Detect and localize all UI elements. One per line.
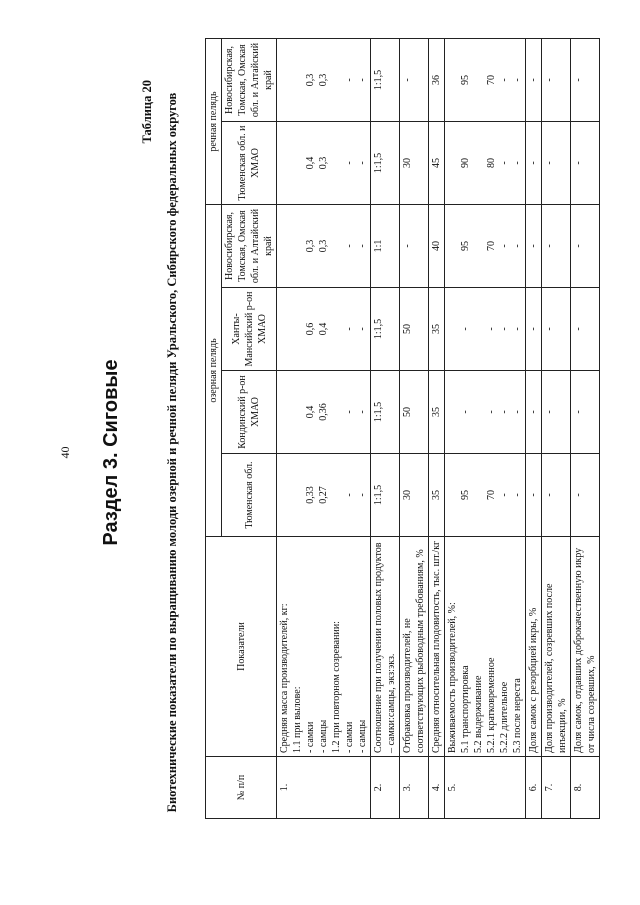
value xyxy=(330,291,343,367)
value: 35 xyxy=(431,490,442,500)
value-cell xyxy=(445,122,526,205)
value-cell xyxy=(445,371,526,454)
indicator-cell xyxy=(277,537,371,757)
value xyxy=(291,374,304,450)
value: - xyxy=(512,327,523,331)
indicator-line: Отбраковка производителей, не соответствующих рыбоводным требованиям, % xyxy=(402,549,426,753)
value: - xyxy=(357,161,368,165)
value: - xyxy=(344,161,355,165)
value: 50 xyxy=(402,407,413,417)
indicator-line: - самцы xyxy=(357,719,368,753)
value-cell xyxy=(400,205,429,288)
value xyxy=(278,125,291,201)
value: - xyxy=(499,493,510,497)
value: - xyxy=(544,161,555,165)
header-region: Тюменская обл. и ХМАО xyxy=(222,122,277,205)
value-cell xyxy=(571,454,600,537)
value: - xyxy=(357,244,368,248)
value xyxy=(446,125,459,201)
value-cell xyxy=(277,205,371,288)
value-cell xyxy=(542,38,571,121)
indicator-line: Доля самок, отдавших доброкачественную икру от числа созревших, % xyxy=(573,547,597,753)
row-number: 7. xyxy=(542,757,571,819)
table-row xyxy=(371,38,400,818)
value-cell xyxy=(371,454,400,537)
indicator-cell xyxy=(445,537,526,757)
header-region: Новосибирская, Томская, Омская обл. и Алтайский край xyxy=(222,38,277,121)
indicator-line: 5.2.1 кратковременное xyxy=(486,657,497,753)
value-cell xyxy=(526,371,542,454)
value xyxy=(446,208,459,284)
value: - xyxy=(528,410,539,414)
value xyxy=(291,42,304,118)
indicator-line: 5.3 после нереста xyxy=(512,678,523,753)
value: 95 xyxy=(460,241,471,251)
value-cell xyxy=(277,371,371,454)
value-cell xyxy=(445,38,526,121)
value: - xyxy=(344,78,355,82)
value: - xyxy=(486,327,497,331)
value xyxy=(278,374,291,450)
value: 0,4 xyxy=(318,322,329,336)
table-row xyxy=(400,38,429,818)
indicator-line: - самцы xyxy=(318,719,329,753)
value: 45 xyxy=(431,158,442,168)
value: 1:1,5 xyxy=(373,318,384,340)
value: 30 xyxy=(402,158,413,168)
value-cell xyxy=(371,371,400,454)
value-cell xyxy=(400,288,429,371)
value: 95 xyxy=(460,490,471,500)
indicator-line: 5.1 транспортировка xyxy=(460,665,471,753)
value-cell xyxy=(542,205,571,288)
value xyxy=(446,291,459,367)
value: 0,3 xyxy=(318,239,329,253)
value: - xyxy=(544,410,555,414)
value xyxy=(472,457,485,533)
value-cell xyxy=(400,38,429,121)
value: - xyxy=(528,161,539,165)
indicator-line: 5.2.2 длительное xyxy=(499,681,510,753)
value-cell xyxy=(571,288,600,371)
row-number: 6. xyxy=(526,757,542,819)
row-number: 3. xyxy=(400,757,429,819)
value-cell xyxy=(429,122,445,205)
value: - xyxy=(528,244,539,248)
value xyxy=(472,42,485,118)
value: - xyxy=(460,410,471,414)
value xyxy=(291,457,304,533)
value-cell xyxy=(526,122,542,205)
section-title: Раздел 3. Сиговые xyxy=(100,359,122,546)
value: 36 xyxy=(431,75,442,85)
table-row xyxy=(542,38,571,818)
value xyxy=(278,208,291,284)
value-cell xyxy=(526,454,542,537)
value: - xyxy=(573,244,584,248)
value-cell xyxy=(400,371,429,454)
value: - xyxy=(512,410,523,414)
value xyxy=(472,208,485,284)
row-number: 2. xyxy=(371,757,400,819)
value: 1:1,5 xyxy=(373,69,384,91)
value: 0,3 xyxy=(318,73,329,87)
value: - xyxy=(344,327,355,331)
value: - xyxy=(402,244,413,248)
header-num: № п/п xyxy=(206,757,277,819)
value: - xyxy=(357,327,368,331)
indicator-line: Соотношение при получении половых продуктов – самки:самцы, экз:экз. xyxy=(373,542,397,753)
indicator-line: - самки xyxy=(344,721,355,753)
table-row xyxy=(526,38,542,818)
value-cell xyxy=(429,38,445,121)
header-region: Новосибирская, Томская, Омская обл. и Алтайский край xyxy=(222,205,277,288)
indicator-cell xyxy=(400,537,429,757)
value xyxy=(330,208,343,284)
value: 70 xyxy=(486,75,497,85)
value: - xyxy=(544,78,555,82)
value: 1:1,5 xyxy=(373,401,384,423)
indicator-cell xyxy=(526,537,542,757)
value-cell xyxy=(526,205,542,288)
header-indicator: Показатели xyxy=(206,537,277,757)
value: 0,3 xyxy=(318,156,329,170)
value-cell xyxy=(400,454,429,537)
value: 0,27 xyxy=(318,486,329,504)
row-number: 5. xyxy=(445,757,526,819)
value xyxy=(278,291,291,367)
value-cell xyxy=(542,454,571,537)
value-cell xyxy=(371,122,400,205)
value-cell xyxy=(277,288,371,371)
value-cell xyxy=(571,371,600,454)
value: - xyxy=(499,161,510,165)
value: - xyxy=(486,410,497,414)
value: - xyxy=(544,327,555,331)
value-cell xyxy=(277,38,371,121)
value-cell xyxy=(429,288,445,371)
value: - xyxy=(357,78,368,82)
value: - xyxy=(344,493,355,497)
value-cell xyxy=(571,38,600,121)
value xyxy=(446,42,459,118)
value-cell xyxy=(445,454,526,537)
row-number: 1. xyxy=(277,757,371,819)
value: - xyxy=(512,78,523,82)
value xyxy=(472,374,485,450)
value: 0,6 xyxy=(305,322,316,336)
value: - xyxy=(573,78,584,82)
header-region: Кондинский р-он ХМАО xyxy=(222,371,277,454)
indicator-line: Доля производителей, созревших после инъекции, % xyxy=(544,583,568,753)
row-number: 4. xyxy=(429,757,445,819)
indicator-cell xyxy=(542,537,571,757)
indicator-cell xyxy=(571,537,600,757)
table-title: Биотехнические показатели по выращиванию молоди озерной и речной пеляди Уральского, Сибирского федеральных округов xyxy=(165,92,179,813)
value-cell xyxy=(277,122,371,205)
value: 0,4 xyxy=(305,156,316,170)
value xyxy=(278,457,291,533)
value: 30 xyxy=(402,490,413,500)
indicator-line: Доля самок с резорбцией икры, % xyxy=(528,607,539,753)
indicator-line: 1.1 при вылове: xyxy=(292,686,303,753)
value: - xyxy=(528,327,539,331)
value: - xyxy=(573,493,584,497)
header-group-river: речная пелядь xyxy=(206,38,222,204)
value: 1:1 xyxy=(373,239,384,253)
table-row xyxy=(571,38,600,818)
value: 1:1,5 xyxy=(373,484,384,506)
value: 0,36 xyxy=(318,403,329,421)
value: 0,33 xyxy=(305,486,316,504)
value: 35 xyxy=(431,324,442,334)
value-cell xyxy=(400,122,429,205)
value-cell xyxy=(445,205,526,288)
value-cell xyxy=(371,205,400,288)
value: 40 xyxy=(431,241,442,251)
value xyxy=(446,374,459,450)
indicator-line: 1.2 при повторном созревании: xyxy=(331,621,342,753)
value: 95 xyxy=(460,75,471,85)
value: - xyxy=(357,493,368,497)
value-cell xyxy=(526,38,542,121)
table-row xyxy=(445,38,526,818)
value xyxy=(278,42,291,118)
row-number: 8. xyxy=(571,757,600,819)
value: - xyxy=(357,410,368,414)
header-group-lake: озерная пелядь xyxy=(206,205,222,537)
table-row xyxy=(277,38,371,818)
value: 0,3 xyxy=(305,73,316,87)
indicator-line: - самки xyxy=(305,721,316,753)
value: - xyxy=(573,327,584,331)
value xyxy=(330,457,343,533)
value-cell xyxy=(371,38,400,121)
value: - xyxy=(528,493,539,497)
value: 70 xyxy=(486,490,497,500)
value xyxy=(472,125,485,201)
value: - xyxy=(544,244,555,248)
value: 1:1,5 xyxy=(373,152,384,174)
value-cell xyxy=(542,288,571,371)
table-body xyxy=(277,38,600,818)
value xyxy=(446,457,459,533)
indicator-cell xyxy=(429,537,445,757)
value: - xyxy=(512,244,523,248)
value: - xyxy=(460,327,471,331)
value xyxy=(330,125,343,201)
value-cell xyxy=(429,371,445,454)
value xyxy=(291,291,304,367)
value-cell xyxy=(445,288,526,371)
value xyxy=(291,125,304,201)
value xyxy=(291,208,304,284)
value-cell xyxy=(429,454,445,537)
indicator-line: Выживаемость производителей, %: xyxy=(447,602,458,753)
page-number: 40 xyxy=(58,446,72,459)
value: - xyxy=(499,410,510,414)
value: 90 xyxy=(460,158,471,168)
value: - xyxy=(344,244,355,248)
value-cell xyxy=(429,205,445,288)
biotech-table xyxy=(205,38,600,819)
value: - xyxy=(573,410,584,414)
value: - xyxy=(512,161,523,165)
value: - xyxy=(402,78,413,82)
value: - xyxy=(573,161,584,165)
value: 70 xyxy=(486,241,497,251)
value: 35 xyxy=(431,407,442,417)
value: - xyxy=(499,244,510,248)
value: 80 xyxy=(486,158,497,168)
value-cell xyxy=(526,288,542,371)
table-number: Таблица 20 xyxy=(140,80,154,144)
value: 50 xyxy=(402,324,413,334)
value xyxy=(330,374,343,450)
header-region: Тюменская обл. xyxy=(222,454,277,537)
value xyxy=(330,42,343,118)
value: - xyxy=(528,78,539,82)
value-cell xyxy=(371,288,400,371)
value-cell xyxy=(542,122,571,205)
indicator-line: Средняя относительная плодовитость, тыс. шт./кг xyxy=(431,540,442,753)
value-cell xyxy=(277,454,371,537)
header-region: Ханты-Мансийский р-он ХМАО xyxy=(222,288,277,371)
table-row xyxy=(429,38,445,818)
value: - xyxy=(499,78,510,82)
indicator-line: Средняя масса производителей, кг: xyxy=(279,603,290,753)
value: 0,4 xyxy=(305,405,316,419)
indicator-line: 5.2 выдерживание xyxy=(473,675,484,753)
value-cell xyxy=(542,371,571,454)
value: - xyxy=(344,410,355,414)
value: - xyxy=(544,493,555,497)
value: - xyxy=(512,493,523,497)
value xyxy=(472,291,485,367)
value-cell xyxy=(571,205,600,288)
value: - xyxy=(499,327,510,331)
value: 0,3 xyxy=(305,239,316,253)
indicator-cell xyxy=(371,537,400,757)
value-cell xyxy=(571,122,600,205)
